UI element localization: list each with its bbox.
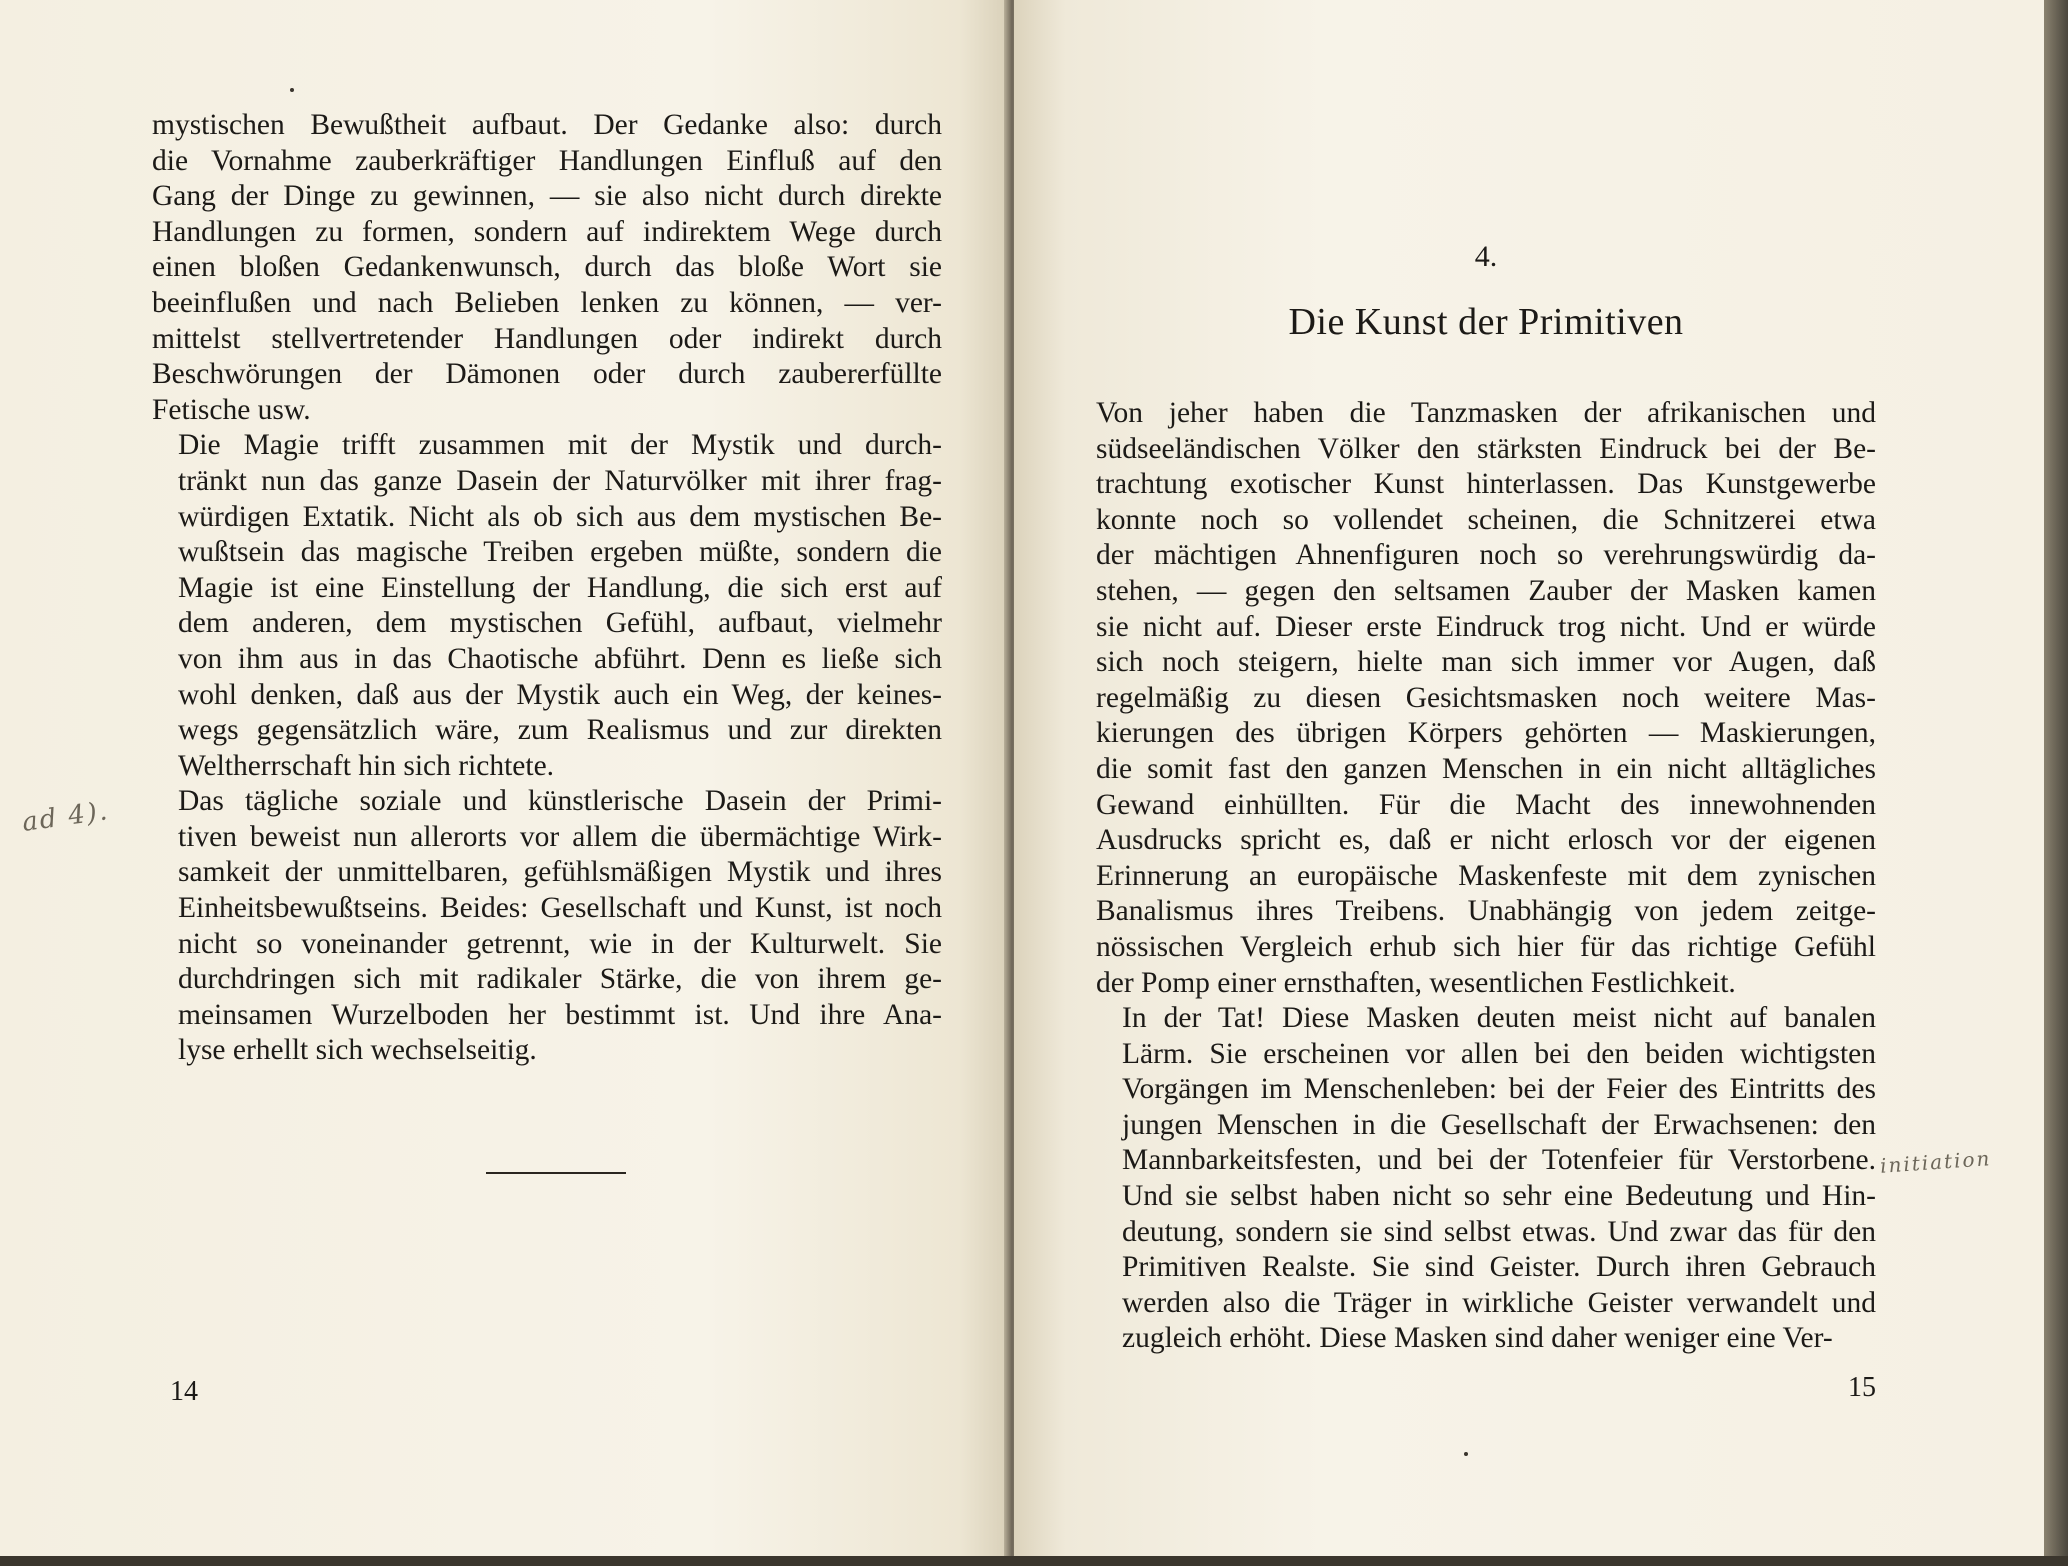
text-line: die somit fast den ganzen Menschen in ein nicht alltägliches — [1096, 752, 1876, 785]
text-line: konnte noch so vollendet scheinen, die Schnitzerei etwa — [1096, 503, 1876, 536]
text-line: stehen, — gegen den seltsamen Zauber der Masken kamen — [1096, 574, 1876, 607]
text-line: mystischen Bewußtheit aufbaut. Der Gedanke also: durch — [152, 109, 942, 141]
text-line: tiven beweist nun allerorts vor allem die übermächtige Wirk- — [178, 820, 942, 853]
text-line: trachtung exotischer Kunst hinterlassen. Das Kunstgewerbe — [1096, 468, 1876, 501]
text-line: durchdringen sich mit radikaler Stärke, die von ihrem ge- — [178, 963, 942, 996]
text-line: regelmäßig zu diesen Gesichtsmasken noch weitere Mas- — [1096, 681, 1876, 714]
text-line: Primitiven Realste. Sie sind Geister. Durch ihren Gebrauch — [1122, 1251, 1876, 1284]
text-line: Von jeher haben die Tanzmasken der afrikanischen und — [1096, 397, 1876, 429]
section-end-rule — [486, 1172, 626, 1174]
text-line: lyse erhellt sich wechselseitig. — [178, 1034, 537, 1067]
text-line: samkeit der unmittelbaren, gefühlsmäßigen Mystik und ihres — [178, 856, 942, 889]
left_page-paragraph — [152, 784, 942, 1069]
text-line: der mächtigen Ahnenfiguren noch so verehrungswürdig da- — [1096, 539, 1876, 572]
text-line: der Pomp einer ernsthaften, wesentlichen Festlichkeit. — [1096, 966, 1736, 999]
page-stack-edge — [2044, 0, 2068, 1566]
text-line: nicht so voneinander getrennt, wie in der Kulturwelt. Sie — [178, 927, 942, 960]
text-line: meinsamen Wurzelboden her bestimmt ist. Und ihre Ana- — [178, 998, 942, 1031]
text-line: Banalismus ihres Treibens. Unabhängig von jedem zeitge- — [1096, 895, 1876, 928]
text-line: einen bloßen Gedankenwunsch, durch das bloße Wort sie — [152, 251, 942, 284]
scanner-bottom-edge — [0, 1556, 2068, 1566]
text-line: wußtsein das magische Treiben ergeben müßte, sondern die — [178, 536, 942, 569]
text-line: würdigen Extatik. Nicht als ob sich aus dem mystischen Be- — [178, 500, 942, 533]
text-line: Das tägliche soziale und künstlerische Dasein der Primi- — [178, 785, 942, 818]
text-line: Einheitsbewußtseins. Beides: Gesellschaft und Kunst, ist noch — [178, 892, 942, 925]
left-page — [0, 0, 1010, 1566]
text-line: zugleich erhöht. Diese Masken sind daher weniger eine Ver- — [1122, 1322, 1833, 1355]
ink-speck — [290, 88, 294, 92]
page-number-right: 15 — [1848, 1372, 1876, 1403]
text-line: Und sie selbst haben nicht so sehr eine Bedeutung und Hin- — [1122, 1180, 1876, 1213]
text-line: Gang der Dinge zu gewinnen, — sie also nicht durch direkte — [152, 180, 942, 213]
text-line: Mannbarkeitsfesten, und bei der Totenfeier für Verstorbene. — [1122, 1144, 1876, 1177]
text-line: deutung, sondern sie sind selbst etwas. Und zwar das für den — [1122, 1215, 1876, 1248]
chapter-number: 4. — [1474, 240, 1498, 273]
text-line: Beschwörungen der Dämonen oder durch zaubererfüllte — [152, 358, 942, 391]
text-line: sich noch steigern, hielte man sich immer vor Augen, daß — [1096, 646, 1876, 679]
left_page-paragraph — [152, 428, 942, 784]
text-line: von ihm aus in das Chaotische abführt. Denn es ließe sich — [178, 642, 942, 675]
text-line: die Vornahme zauberkräftiger Handlungen Einfluß auf den — [152, 144, 942, 177]
ink-speck — [1464, 1452, 1468, 1456]
handwritten-margin-note: ad 4). — [20, 796, 112, 838]
text-line: Vorgängen im Menschenleben: bei der Feier des Eintritts des — [1122, 1073, 1876, 1106]
text-line: Erinnerung an europäische Maskenfeste mit dem zynischen — [1096, 859, 1876, 892]
right_page-paragraph — [1096, 396, 1876, 1001]
text-line: beeinflußen und nach Belieben lenken zu können, — ver- — [152, 286, 942, 319]
text-line: tränkt nun das ganze Dasein der Naturvölker mit ihrer frag- — [178, 464, 942, 497]
text-line: sie nicht auf. Dieser erste Eindruck trog nicht. Und er würde — [1096, 610, 1876, 643]
chapter-title: Die Kunst der Primitiven — [1288, 301, 1684, 343]
page-number-left: 14 — [170, 1376, 198, 1407]
text-line: südseeländischen Völker den stärksten Eindruck bei der Be- — [1096, 432, 1876, 465]
text-line: kierungen des übrigen Körpers gehörten — Maskierungen, — [1096, 717, 1876, 750]
text-line: mittelst stellvertretender Handlungen oder indirekt durch — [152, 322, 942, 355]
right_page-paragraph — [1096, 1001, 1876, 1357]
text-line: Magie ist eine Einstellung der Handlung, die sich erst auf — [178, 571, 942, 604]
text-line: Gewand einhüllten. Für die Macht des innewohnenden — [1096, 788, 1876, 821]
text-line: Ausdrucks spricht es, daß er nicht erlosch vor der eigenen — [1096, 824, 1876, 857]
text-line: Fetische usw. — [152, 393, 311, 426]
handwritten-margin-note-right: initiation — [1879, 1146, 1993, 1178]
text-line: Lärm. Sie erscheinen vor allen bei den beiden wichtigsten — [1122, 1037, 1876, 1070]
text-line: nössischen Vergleich erhub sich hier für das richtige Gefühl — [1096, 930, 1876, 963]
text-line: dem anderen, dem mystischen Gefühl, aufbaut, vielmehr — [178, 607, 942, 640]
text-line: Die Magie trifft zusammen mit der Mystik und durch- — [178, 429, 942, 462]
text-line: Handlungen zu formen, sondern auf indirektem Wege durch — [152, 215, 942, 248]
left_page-paragraph — [152, 108, 942, 428]
text-line: Weltherrschaft hin sich richtete. — [178, 749, 555, 782]
text-line: wohl denken, daß aus der Mystik auch ein Weg, der keines- — [178, 678, 942, 711]
right-page-body-text — [1096, 396, 1876, 1357]
text-line: jungen Menschen in die Gesellschaft der Erwachsenen: den — [1122, 1108, 1876, 1141]
left-page-body-text — [152, 108, 942, 1069]
text-line: wegs gegensätzlich wäre, zum Realismus und zur direkten — [178, 714, 942, 747]
text-line: werden also die Träger in wirkliche Geister verwandelt und — [1122, 1286, 1876, 1319]
text-line: In der Tat! Diese Masken deuten meist nicht auf banalen — [1122, 1002, 1876, 1035]
